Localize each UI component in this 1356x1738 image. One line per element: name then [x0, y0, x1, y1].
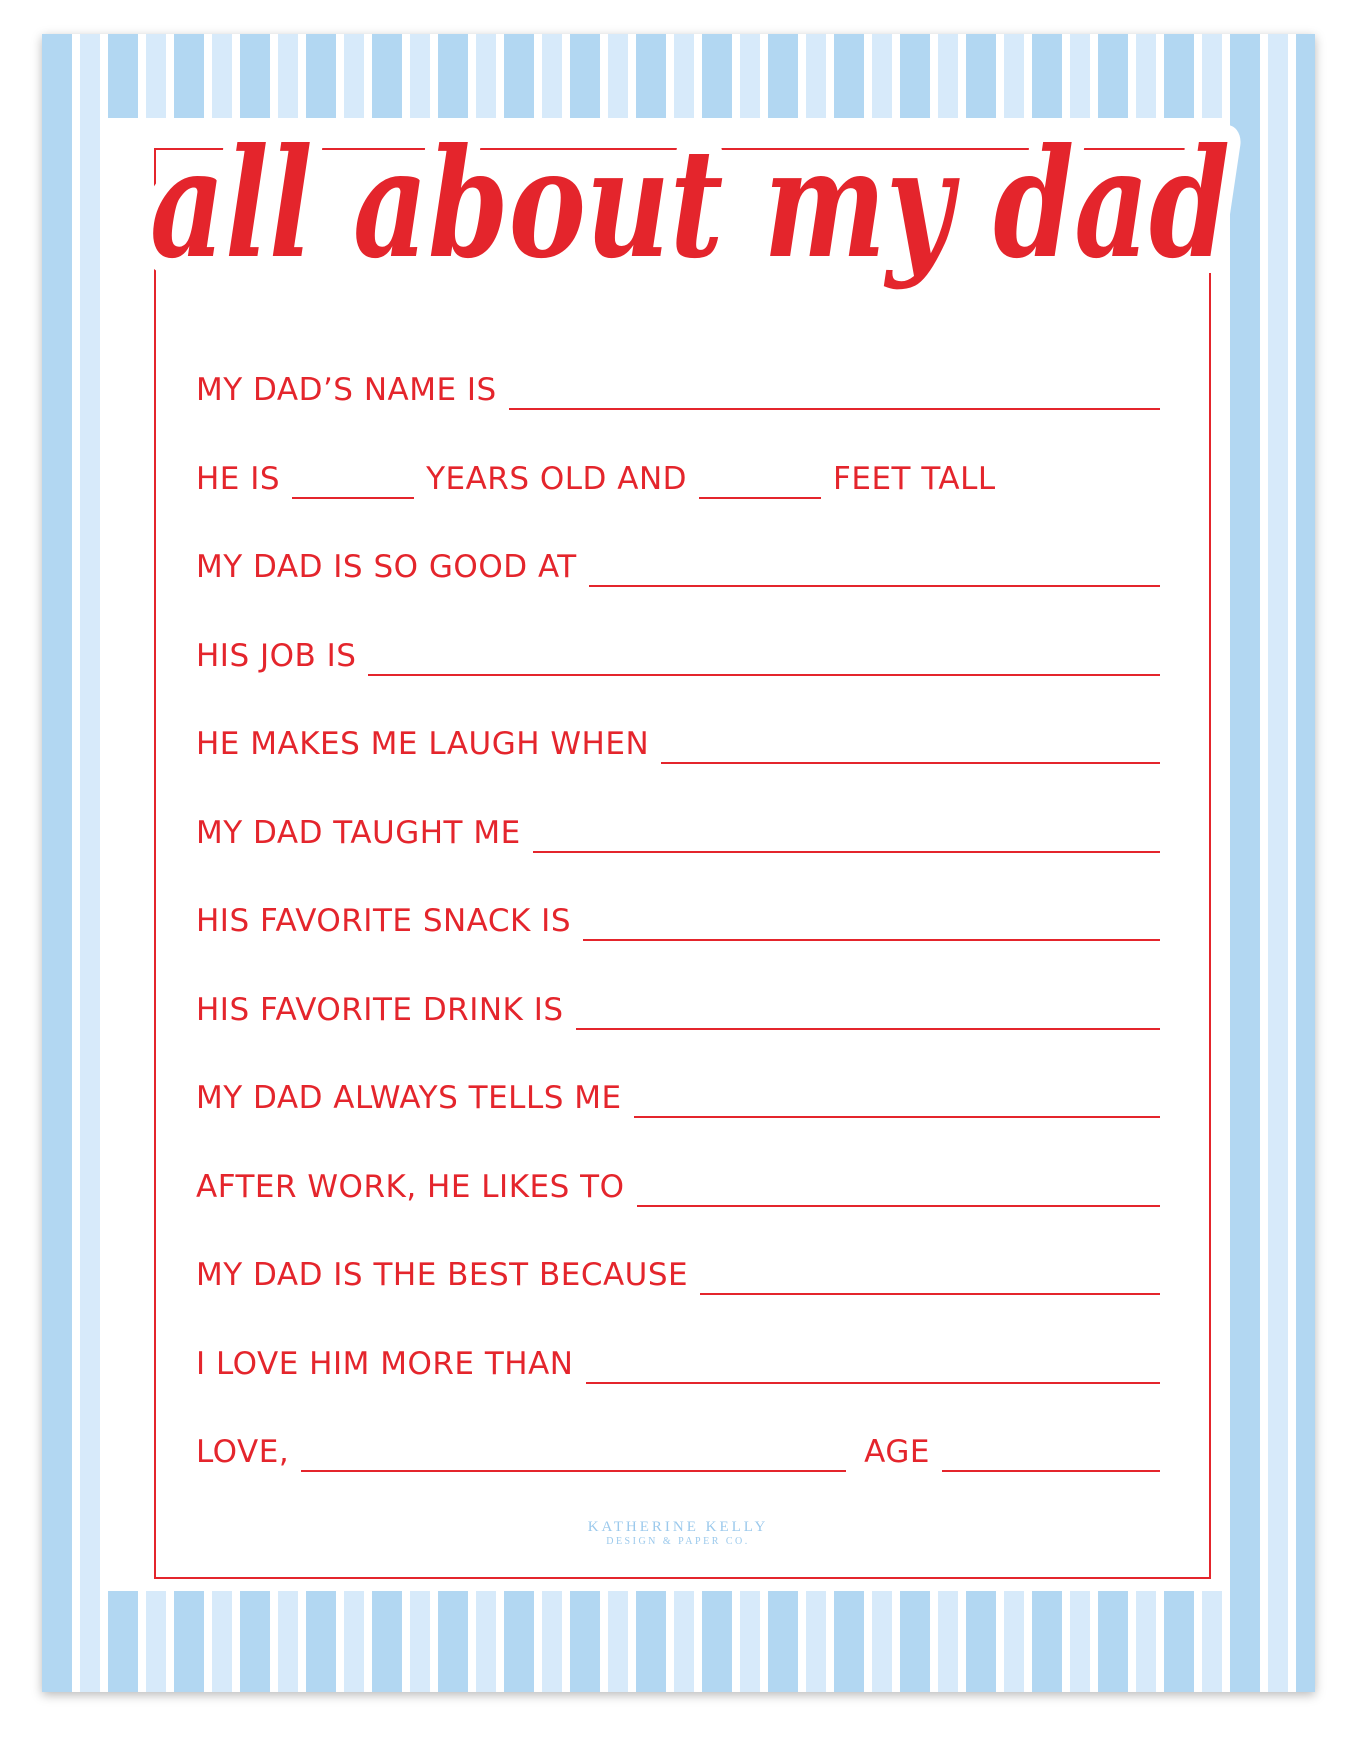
title-area — [100, 88, 1280, 358]
page-title: all about my dad — [150, 116, 1230, 292]
prompt-job: HIS JOB IS — [196, 637, 357, 674]
form-row-best — [196, 1255, 1160, 1344]
prompt-after-work: AFTER WORK, HE LIKES TO — [196, 1168, 625, 1205]
blank-snack[interactable] — [583, 939, 1160, 941]
blank-laugh[interactable] — [661, 762, 1160, 764]
prompt-best: MY DAD IS THE BEST BECAUSE — [196, 1257, 689, 1293]
blank-name[interactable] — [509, 408, 1160, 410]
prompt-good-at: MY DAD IS SO GOOD AT — [196, 549, 577, 585]
form-row-signature — [196, 1432, 1160, 1521]
brand-name: KATHERINE KELLY — [587, 1519, 769, 1535]
form-row-drink — [196, 990, 1160, 1079]
brand-subtitle: DESIGN & PAPER CO. — [606, 1536, 750, 1547]
blank-best[interactable] — [700, 1293, 1160, 1295]
form-row-snack — [196, 901, 1160, 990]
form-row-laugh — [196, 724, 1160, 813]
blank-feet[interactable] — [699, 497, 821, 499]
title-graphic — [100, 88, 1280, 358]
form-row-taught — [196, 813, 1160, 902]
prompt-age-middle: YEARS OLD AND — [426, 460, 688, 497]
form-row-job — [196, 636, 1160, 725]
blank-signature[interactable] — [301, 1470, 846, 1472]
form-row-age-height — [196, 459, 1160, 548]
prompt-laugh: HE MAKES ME LAUGH WHEN — [196, 726, 650, 762]
blank-tells[interactable] — [634, 1116, 1160, 1118]
form-row-tells — [196, 1078, 1160, 1167]
page-title-outline: all about my dad — [150, 116, 1230, 292]
blank-after-work[interactable] — [637, 1205, 1161, 1207]
blank-job[interactable] — [368, 674, 1160, 676]
form-row-name — [196, 370, 1160, 459]
form-row-good-at — [196, 547, 1160, 636]
blank-love-more[interactable] — [586, 1382, 1161, 1384]
blank-age[interactable] — [942, 1470, 1160, 1472]
questionnaire-form — [196, 370, 1160, 1521]
prompt-snack: HIS FAVORITE SNACK IS — [196, 903, 571, 939]
blank-taught[interactable] — [533, 851, 1160, 853]
brand-mark — [0, 1518, 1356, 1548]
prompt-taught: MY DAD TAUGHT ME — [196, 814, 521, 851]
prompt-age-prefix: HE IS — [196, 460, 281, 497]
blank-good-at[interactable] — [589, 585, 1160, 587]
prompt-love-more: I LOVE HIM MORE THAN — [196, 1345, 574, 1382]
prompt-name: MY DAD’S NAME IS — [196, 372, 497, 408]
blank-drink[interactable] — [576, 1028, 1160, 1030]
blank-years[interactable] — [292, 497, 414, 499]
prompt-love: LOVE, — [196, 1434, 290, 1470]
prompt-drink: HIS FAVORITE DRINK IS — [196, 991, 564, 1028]
form-row-love-more — [196, 1344, 1160, 1433]
prompt-age: AGE — [864, 1434, 930, 1470]
prompt-age-suffix: FEET TALL — [833, 460, 996, 497]
form-row-after-work — [196, 1167, 1160, 1256]
prompt-tells: MY DAD ALWAYS TELLS ME — [196, 1080, 622, 1116]
